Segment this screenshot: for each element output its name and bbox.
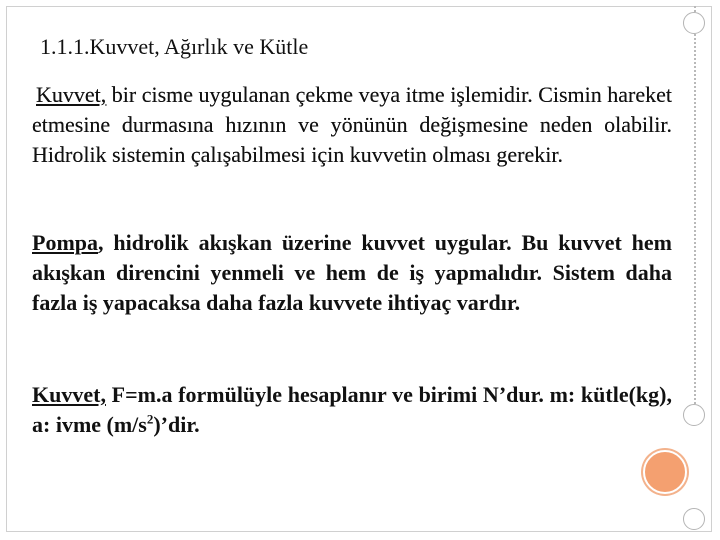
paragraph-formula (32, 380, 672, 440)
decor-circle-top (683, 12, 705, 34)
paragraph-pump (32, 228, 672, 318)
dotted-rule (694, 6, 696, 416)
paragraph-text: F=m.a formülüyle hesaplanır ve birimi N’dur. m: kütle(kg), a: ivme (m/s (32, 382, 672, 437)
term-kuvvet: Kuvvet, (36, 82, 107, 107)
accent-circle (643, 450, 687, 494)
slide-title: 1.1.1.Kuvvet, Ağırlık ve Kütle (40, 34, 309, 59)
term-kuvvet: Kuvvet, (32, 382, 106, 407)
paragraph-text: , hidrolik akışkan üzerine kuvvet uygular. Bu kuvvet hem akışkan direncini yenmeli ve hem de iş yapmalıdır. Sistem daha fazla iş yapacaksa daha fazla kuvvete ihtiyaç vardır. (32, 230, 672, 315)
paragraph-text-tail: )’dir. (153, 412, 200, 437)
paragraph-text: bir cisme uygulanan çekme veya itme işlemidir. Cismin hareket etmesine durmasına hızının ve yönünün değişmesine neden olabilir. Hidrolik sistemin çalışabilmesi için kuvvetin olması gerekir. (32, 82, 673, 167)
superscript: 2 (146, 411, 154, 427)
term-pompa: Pompa (32, 230, 98, 255)
decor-circle-mid (683, 404, 705, 426)
decor-circle-bottom (683, 508, 705, 530)
paragraph-force-definition (32, 80, 672, 170)
